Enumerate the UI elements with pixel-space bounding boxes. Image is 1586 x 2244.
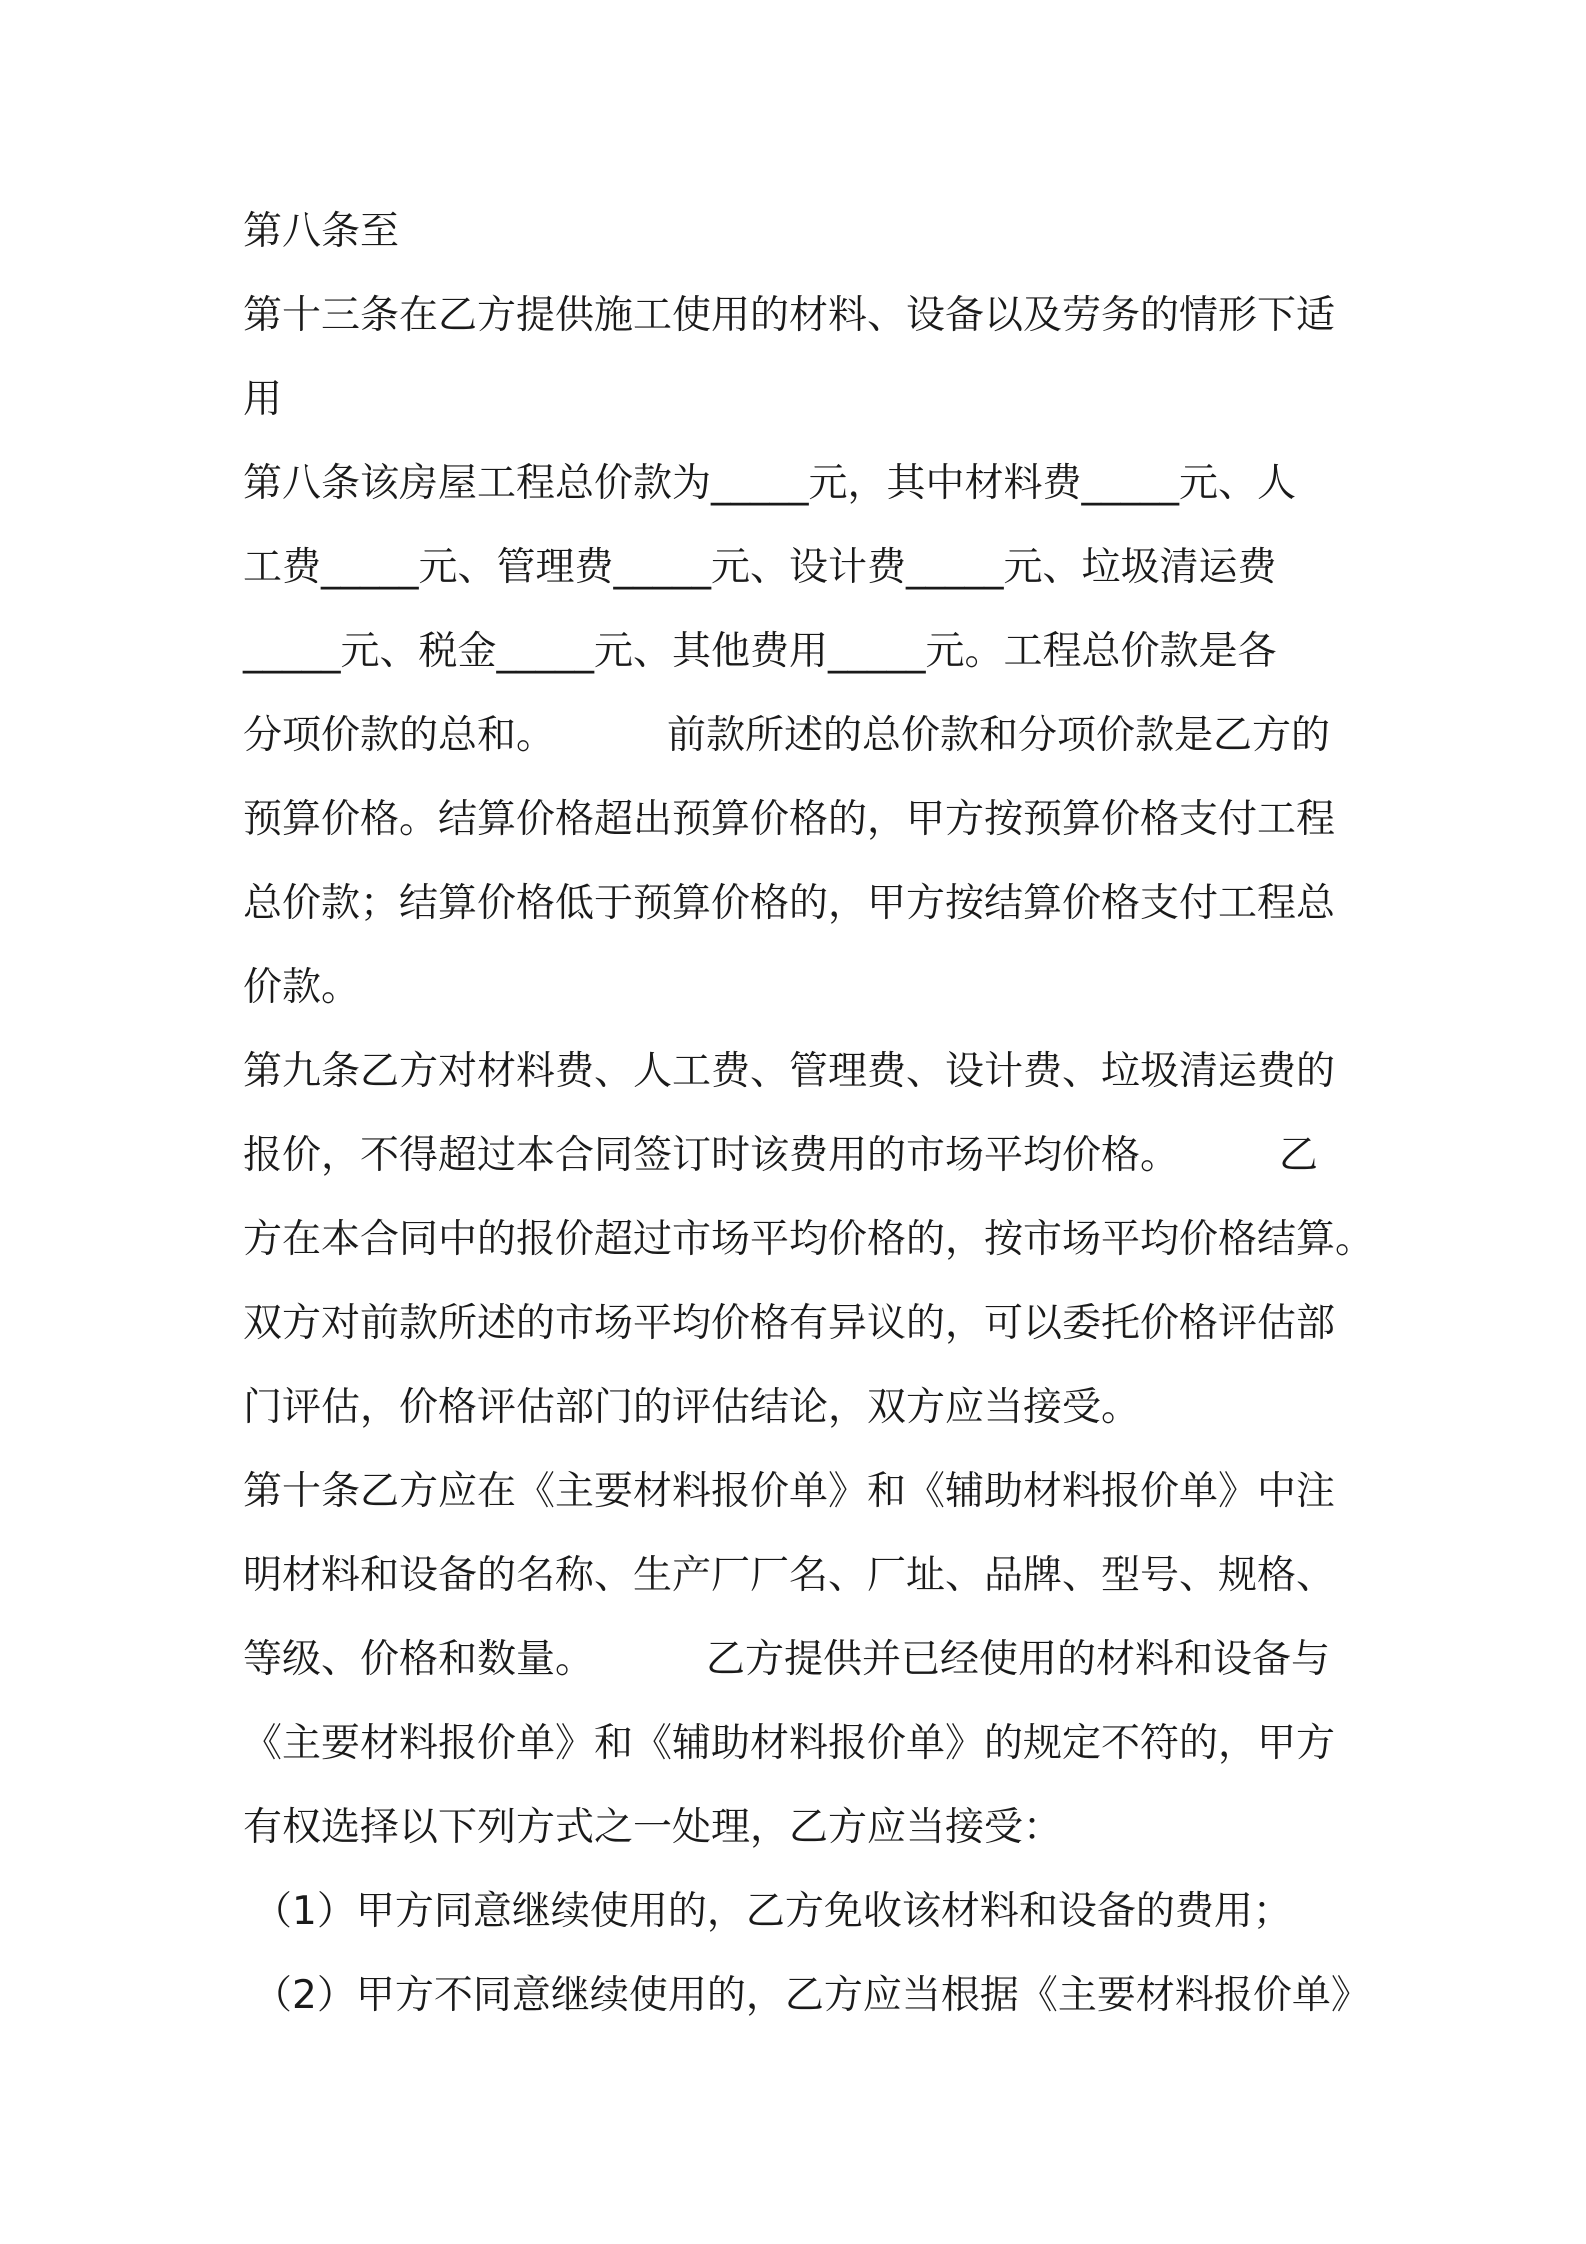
text-line: 预算价格。结算价格超出预算价格的，甲方按预算价格支付工程 <box>243 797 1336 842</box>
text-segment: 分项价款的总和。 <box>243 713 556 758</box>
text-line: 第十条乙方应在《主要材料报价单》和《辅助材料报价单》中注 <box>243 1469 1336 1514</box>
text-line: 总价款；结算价格低于预算价格的，甲方按结算价格支付工程总 <box>243 881 1336 926</box>
text-segment: 乙方提供并已经使用的材料和设备与 <box>706 1637 1331 1682</box>
text-segment: 等级、价格和数量。 <box>243 1637 595 1682</box>
text-line: 第九条乙方对材料费、人工费、管理费、设计费、垃圾清运费的 <box>243 1049 1336 1094</box>
text-line: 门评估，价格评估部门的评估结论，双方应当接受。 <box>243 1385 1141 1430</box>
document-body <box>243 190 1373 2038</box>
text-line: 第十三条在乙方提供施工使用的材料、设备以及劳务的情形下适 <box>243 293 1336 338</box>
text-line <box>243 694 1373 778</box>
text-segment: 报价，不得超过本合同签订时该费用的市场平均价格。 <box>243 1133 1180 1178</box>
text-line: 《主要材料报价单》和《辅助材料报价单》的规定不符的，甲方 <box>243 1721 1336 1766</box>
text-line: 第八条至 <box>243 209 400 254</box>
text-line: 明材料和设备的名称、生产厂厂名、厂址、品牌、型号、规格、 <box>243 1553 1336 1598</box>
text-line <box>243 1114 1373 1198</box>
text-line: 用 <box>243 377 283 422</box>
text-line: 工费_____元、管理费_____元、设计费_____元、垃圾清运费 <box>243 545 1277 590</box>
text-line <box>243 1618 1373 1702</box>
text-line: 方在本合同中的报价超过市场平均价格的，按市场平均价格结算。 <box>243 1217 1375 1262</box>
text-segment: 乙 <box>1279 1133 1319 1178</box>
text-line: （1）甲方同意继续使用的，乙方免收该材料和设备的费用； <box>253 1889 1292 1934</box>
text-segment: 前款所述的总价款和分项价款是乙方的 <box>667 713 1331 758</box>
text-line: （2）甲方不同意继续使用的，乙方应当根据《主要材料报价单》 <box>253 1973 1370 2018</box>
text-line: 有权选择以下列方式之一处理，乙方应当接受： <box>243 1805 1063 1850</box>
text-line: _____元、税金_____元、其他费用_____元。工程总价款是各 <box>243 629 1277 674</box>
text-line: 双方对前款所述的市场平均价格有异议的，可以委托价格评估部 <box>243 1301 1336 1346</box>
text-line: 价款。 <box>243 965 361 1010</box>
text-line: 第八条该房屋工程总价款为_____元，其中材料费_____元、人 <box>243 461 1297 506</box>
